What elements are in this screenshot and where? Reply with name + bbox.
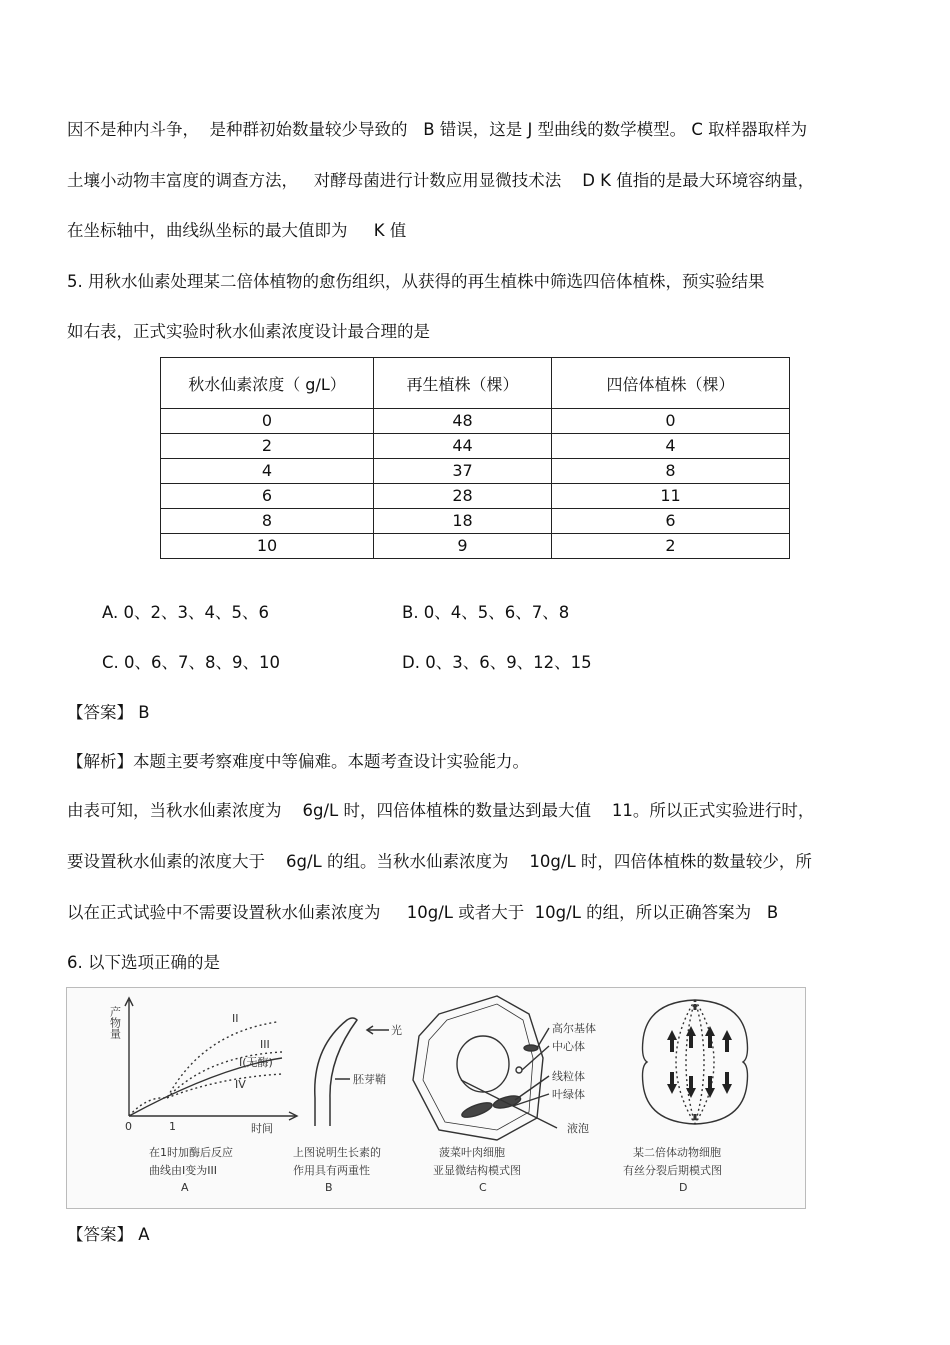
table-cell: 28 (374, 484, 552, 509)
panel-c-cell (413, 996, 557, 1140)
analysis-line-2: 要设置秋水仙素的浓度大于 6g/L 的组。当秋水仙素浓度为 10g/L 时，四倍体植株的数量较少，所 (67, 852, 812, 871)
table-row (161, 509, 790, 534)
panel-c-caption-1: 菠菜叶肉细胞 (439, 1146, 505, 1159)
analysis-title: 【解析】本题主要考察难度中等偏难。本题考查设计实验能力。 (67, 752, 529, 771)
panel-a-caption-2: 曲线由I变为III (149, 1164, 217, 1177)
centriole-label: 中心体 (552, 1040, 585, 1053)
panel-d-chromosomes (667, 1026, 732, 1098)
analysis-line-3: 以在正式试验中不需要设置秋水仙素浓度为 10g/L 或者大于 10g/L 的组，所以正确答案为 B (67, 903, 779, 922)
panel-b-coleoptile (315, 1018, 389, 1126)
table-header: 秋水仙素浓度（ g/L） (161, 358, 374, 409)
table-cell: 0 (552, 409, 790, 434)
option-c: C. 0、6、7、8、9、10 (102, 653, 280, 672)
text-line-2: 土壤小动物丰富度的调查方法， 对酵母菌进行计数应用显微技术法 D K 值指的是最大环境容纳量， (67, 171, 815, 190)
question-6-figure (66, 987, 806, 1209)
panel-b-caption-2: 作用具有两重性 (293, 1164, 370, 1177)
option-a: A. 0、2、3、4、5、6 (102, 603, 269, 622)
table-header: 再生植株（棵） (374, 358, 552, 409)
axis-origin-label: 0 (125, 1120, 132, 1133)
golgi-label: 高尔基体 (552, 1022, 596, 1035)
panel-c-caption-2: 亚显微结构模式图 (433, 1164, 521, 1177)
option-d: D. 0、3、6、9、12、15 (402, 653, 592, 672)
table-cell: 6 (161, 484, 374, 509)
table-row (161, 434, 790, 459)
analysis-line-1: 由表可知，当秋水仙素浓度为 6g/L 时，四倍体植株的数量达到最大值 11。所以正式实验进行时， (67, 801, 815, 820)
question-5-stem: 5. 用秋水仙素处理某二倍体植物的愈伤组织，从获得的再生植株中筛选四倍体植株，预实验结果 (67, 272, 765, 291)
table-cell: 0 (161, 409, 374, 434)
panel-b-caption-1: 上图说明生长素的 (293, 1146, 381, 1159)
panel-d-cell (643, 1000, 748, 1124)
coleoptile-label: 胚芽鞘 (353, 1073, 386, 1086)
colchicine-table (160, 357, 790, 559)
curve-iv-label: IV (235, 1078, 246, 1091)
table-cell: 4 (161, 459, 374, 484)
question-6-stem: 6. 以下选项正确的是 (67, 953, 220, 972)
table-cell: 37 (374, 459, 552, 484)
panel-a-letter: A (181, 1181, 189, 1194)
table-cell: 8 (161, 509, 374, 534)
option-b: B. 0、4、5、6、7、8 (402, 603, 570, 622)
panel-a-caption-1: 在1时加酶后反应 (149, 1146, 233, 1159)
table-cell: 9 (374, 534, 552, 559)
panel-d-caption-2: 有丝分裂后期模式图 (623, 1164, 722, 1177)
table-cell: 2 (552, 534, 790, 559)
table-cell: 11 (552, 484, 790, 509)
table-row (161, 534, 790, 559)
table-header: 四倍体植株（棵） (552, 358, 790, 409)
table-row (161, 409, 790, 434)
chloroplast-label: 叶绿体 (552, 1088, 585, 1101)
panel-d-letter: D (679, 1181, 688, 1194)
answer-6: 【答案】 A (67, 1225, 150, 1244)
table-cell: 6 (552, 509, 790, 534)
table-cell: 10 (161, 534, 374, 559)
mitochondria-label: 线粒体 (552, 1070, 585, 1083)
axis-tick-1-label: 1 (169, 1120, 176, 1133)
table-row (161, 459, 790, 484)
table-cell: 48 (374, 409, 552, 434)
panel-a-ylabel: 产物量 (108, 1006, 122, 1039)
curve-ii-label: II (232, 1012, 239, 1025)
curve-iii-label: III (260, 1038, 270, 1051)
table-cell: 18 (374, 509, 552, 534)
panel-a-xlabel: 时间 (251, 1122, 273, 1135)
panel-b-letter: B (325, 1181, 333, 1194)
light-label: 光 (391, 1024, 402, 1037)
table-cell: 4 (552, 434, 790, 459)
text-line-1: 因不是种内斗争， 是种群初始数量较少导致的 B 错误，这是 J 型曲线的数学模型。 C 取样器取样为 (67, 120, 808, 139)
table-cell: 44 (374, 434, 552, 459)
table-cell: 8 (552, 459, 790, 484)
table-cell: 2 (161, 434, 374, 459)
table-row (161, 484, 790, 509)
curve-i-label: I(无酶) (239, 1056, 273, 1069)
panel-c-letter: C (479, 1181, 487, 1194)
vacuole-label: 液泡 (567, 1122, 589, 1135)
question-5-stem-cont: 如右表，正式实验时秋水仙素浓度设计最合理的是 (67, 322, 430, 341)
answer-5: 【答案】 B (67, 703, 150, 722)
text-line-3: 在坐标轴中，曲线纵坐标的最大值即为 K 值 (67, 221, 407, 240)
panel-d-caption-1: 某二倍体动物细胞 (633, 1146, 721, 1159)
